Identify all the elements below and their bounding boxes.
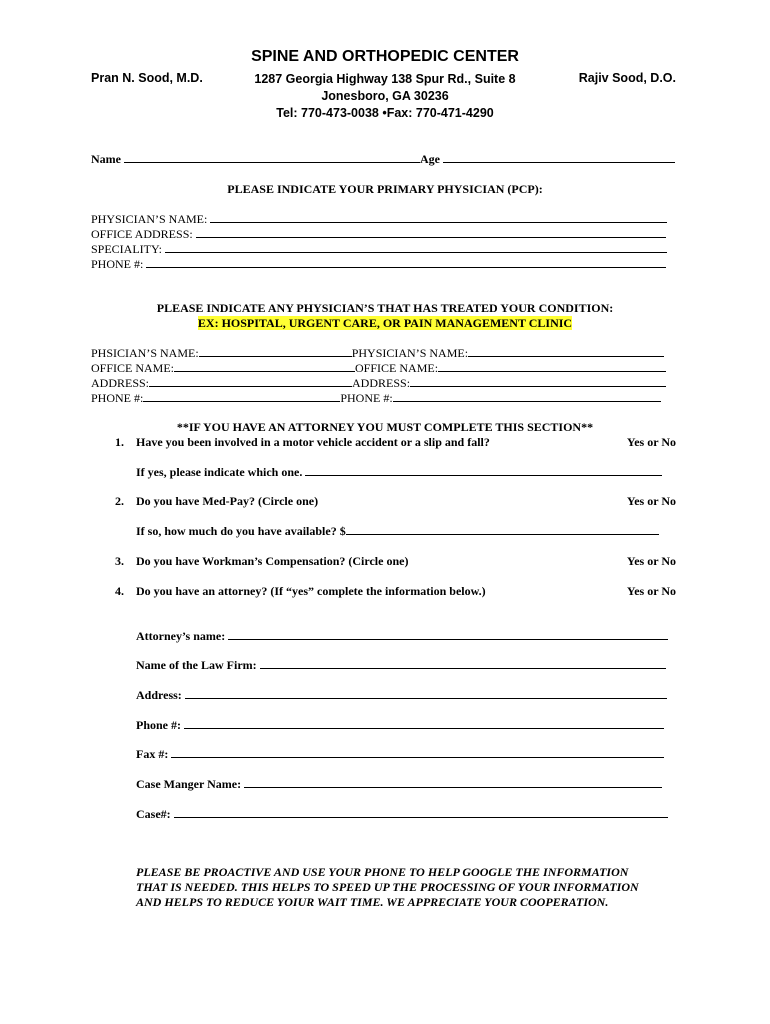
pcp-phone-label: PHONE #: bbox=[91, 257, 144, 271]
case-number-field[interactable] bbox=[174, 807, 668, 818]
case-manager-field[interactable] bbox=[244, 777, 662, 788]
attorney-phone-row bbox=[136, 718, 664, 733]
treated-physician-row bbox=[91, 346, 664, 361]
age-field[interactable] bbox=[443, 152, 675, 163]
name-field[interactable] bbox=[124, 152, 420, 163]
right-address-field[interactable] bbox=[410, 376, 666, 387]
treated-office-row bbox=[91, 361, 666, 376]
phone-fax: Tel: 770-473-0038 •Fax: 770-471-4290 bbox=[276, 106, 494, 120]
attorney-address-field[interactable] bbox=[185, 688, 667, 699]
left-office-label: OFFICE NAME: bbox=[91, 361, 175, 375]
doctor-right: Rajiv Sood, D.O. bbox=[578, 71, 676, 85]
pcp-office-label: OFFICE ADDRESS: bbox=[91, 227, 193, 241]
clinic-address bbox=[0, 71, 770, 122]
q1-follow-field[interactable] bbox=[305, 465, 662, 476]
pcp-speciality-row bbox=[91, 242, 667, 257]
case-manager-row bbox=[136, 777, 662, 792]
q1-number: 1. bbox=[115, 435, 124, 449]
attorney-fax-row bbox=[136, 747, 664, 762]
q3-number: 3. bbox=[115, 554, 124, 568]
attorney-fax-field[interactable] bbox=[171, 747, 664, 758]
right-office-field[interactable] bbox=[438, 361, 666, 372]
q2-follow-label: If so, how much do you have available? $ bbox=[136, 524, 346, 538]
note-line-3: AND HELPS TO REDUCE YOIUR WAIT TIME. WE APPRECIATE YOUR COOPERATION. bbox=[136, 895, 609, 909]
address-line-1: 1287 Georgia Highway 138 Spur Rd., Suite 8 bbox=[254, 72, 516, 86]
q1-answer[interactable]: Yes or No bbox=[626, 435, 676, 449]
right-phone-label: PHONE #: bbox=[340, 391, 393, 405]
treated-heading: PLEASE INDICATE ANY PHYSICIAN’S THAT HAS TREATED YOUR CONDITION: bbox=[156, 301, 614, 315]
pcp-office-row bbox=[91, 227, 666, 242]
q2-number: 2. bbox=[115, 494, 124, 508]
attorney-fax-label: Fax #: bbox=[136, 747, 169, 761]
left-address-field[interactable] bbox=[149, 376, 352, 387]
right-office-label: OFFICE NAME: bbox=[355, 361, 439, 375]
attorney-phone-field[interactable] bbox=[184, 718, 664, 729]
left-phone-field[interactable] bbox=[143, 391, 340, 402]
pcp-office-field[interactable] bbox=[196, 227, 666, 238]
case-number-label: Case#: bbox=[136, 807, 171, 821]
treated-example: EX: HOSPITAL, URGENT CARE, OR PAIN MANAGEMENT CLINIC bbox=[197, 316, 573, 330]
right-physician-field[interactable] bbox=[468, 346, 664, 357]
law-firm-row bbox=[136, 658, 666, 673]
case-number-row bbox=[136, 807, 668, 822]
treated-phone-row bbox=[91, 391, 661, 406]
attorney-phone-label: Phone #: bbox=[136, 718, 181, 732]
attorney-name-row bbox=[136, 629, 668, 644]
name-label: Name bbox=[91, 152, 121, 166]
right-phone-field[interactable] bbox=[393, 391, 661, 402]
q1-follow-label: If yes, please indicate which one. bbox=[136, 465, 303, 479]
law-firm-label: Name of the Law Firm: bbox=[136, 658, 257, 672]
pcp-heading: PLEASE INDICATE YOUR PRIMARY PHYSICIAN (PCP): bbox=[227, 182, 543, 196]
pcp-physician-label: PHYSICIAN’S NAME: bbox=[91, 212, 208, 226]
attorney-address-label: Address: bbox=[136, 688, 182, 702]
q2-answer[interactable]: Yes or No bbox=[626, 494, 676, 508]
treated-example-wrap bbox=[0, 316, 770, 331]
clinic-title: SPINE AND ORTHOPEDIC CENTER bbox=[251, 48, 519, 65]
q2-text: Do you have Med-Pay? (Circle one) bbox=[136, 494, 319, 508]
right-physician-label: PHYSICIAN’S NAME: bbox=[351, 346, 469, 360]
pcp-speciality-field[interactable] bbox=[165, 242, 667, 253]
q2-follow-field[interactable] bbox=[346, 524, 659, 535]
q4-text: Do you have an attorney? (If “yes” complete the information below.) bbox=[136, 584, 486, 598]
left-physician-field[interactable] bbox=[199, 346, 352, 357]
name-age-row bbox=[91, 152, 675, 167]
q4-answer[interactable]: Yes or No bbox=[626, 584, 676, 598]
pcp-physician-field[interactable] bbox=[210, 212, 667, 223]
attorney-heading: **IF YOU HAVE AN ATTORNEY YOU MUST COMPLETE THIS SECTION** bbox=[176, 420, 594, 434]
q1-text: Have you been involved in a motor vehicle accident or a slip and fall? bbox=[136, 435, 490, 449]
attorney-name-label: Attorney’s name: bbox=[136, 629, 226, 643]
attorney-address-row bbox=[136, 688, 667, 703]
attorney-name-field[interactable] bbox=[228, 629, 668, 640]
pcp-speciality-label: SPECIALITY: bbox=[91, 242, 162, 256]
left-physician-label: PHSICIAN’S NAME: bbox=[91, 346, 199, 360]
doctor-left: Pran N. Sood, M.D. bbox=[91, 71, 203, 85]
q3-text: Do you have Workman’s Compensation? (Circle one) bbox=[136, 554, 409, 568]
note-line-2: THAT IS NEEDED. THIS HELPS TO SPEED UP THE PROCESSING OF YOUR INFORMATION bbox=[136, 880, 639, 894]
law-firm-field[interactable] bbox=[260, 658, 666, 669]
left-phone-label: PHONE #: bbox=[91, 391, 144, 405]
age-label: Age bbox=[420, 152, 440, 166]
q4-number: 4. bbox=[115, 584, 124, 598]
address-line-2: Jonesboro, GA 30236 bbox=[321, 89, 449, 103]
pcp-phone-row bbox=[91, 257, 666, 272]
left-address-label: ADDRESS: bbox=[91, 376, 150, 390]
note-line-1: PLEASE BE PROACTIVE AND USE YOUR PHONE TO HELP GOOGLE THE INFORMATION bbox=[136, 865, 629, 879]
closing-note bbox=[136, 865, 639, 910]
pcp-physician-row bbox=[91, 212, 667, 227]
right-address-label: ADDRESS: bbox=[352, 376, 411, 390]
q1-follow-row bbox=[136, 465, 662, 480]
q2-follow-row bbox=[136, 524, 659, 539]
pcp-phone-field[interactable] bbox=[146, 257, 666, 268]
left-office-field[interactable] bbox=[174, 361, 355, 372]
treated-address-row bbox=[91, 376, 666, 391]
q3-answer[interactable]: Yes or No bbox=[626, 554, 676, 568]
case-manager-label: Case Manger Name: bbox=[136, 777, 242, 791]
